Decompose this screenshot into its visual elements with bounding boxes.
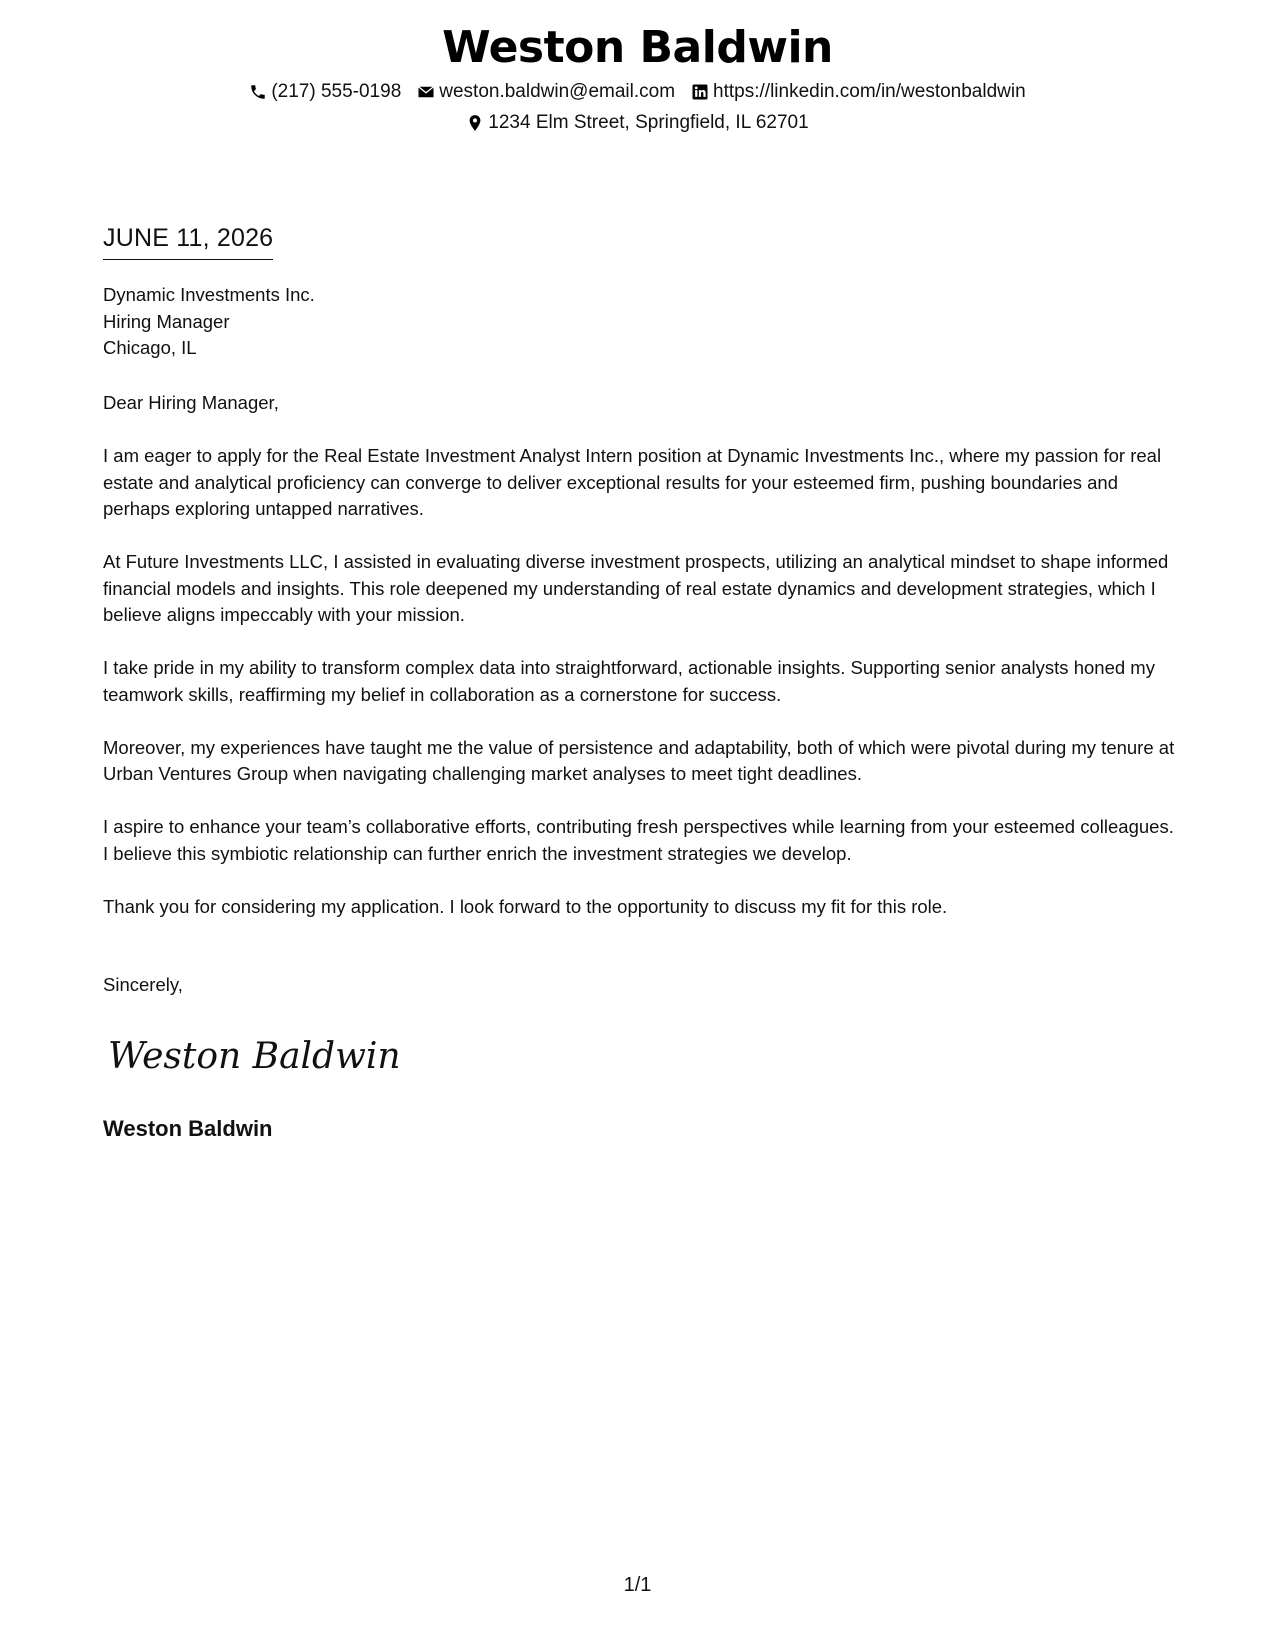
signature-text: Weston Baldwin: [108, 1036, 401, 1077]
recipient-block: [103, 282, 1183, 362]
address-row: [0, 109, 1275, 137]
recipient-location: Chicago, IL: [103, 337, 197, 358]
street-address: 1234 Elm Street, Springfield, IL 62701: [488, 112, 809, 133]
email-contact[interactable]: [417, 78, 675, 106]
signer-name: Weston Baldwin: [103, 1116, 273, 1141]
address-contact: [466, 109, 808, 137]
body-paragraph: Thank you for considering my application. I look forward to the opportunity to discuss my fit for this role.: [103, 895, 948, 917]
phone-icon: [249, 83, 267, 101]
body-paragraph: Moreover, my experiences have taught me the value of persistence and adaptability, both of which were pivotal during my tenure at Urban Ventures Group when navigating challenging market analyses to meet tight deadlines.: [103, 736, 1175, 784]
applicant-name: Weston Baldwin: [442, 22, 833, 73]
closing: Sincerely,: [103, 974, 183, 995]
linkedin-url[interactable]: https://linkedin.com/in/westonbaldwin: [713, 81, 1026, 102]
page-number: 1/1: [623, 1574, 652, 1596]
linkedin-icon: [691, 83, 709, 101]
letter-body: [103, 282, 1183, 1017]
body-paragraph: I aspire to enhance your team’s collaborative efforts, contributing fresh perspectives while learning from your esteemed colleagues. I believe this symbiotic relationship can further enrich the investment strategies we develop.: [103, 816, 1174, 864]
handwritten-signature: [106, 1030, 401, 1080]
phone-contact: [249, 78, 401, 106]
map-pin-icon: [466, 114, 484, 132]
letter-header: [0, 20, 1275, 137]
body-paragraph: I take pride in my ability to transform complex data into straightforward, actionable insights. Supporting senior analysts honed my teamwork skills, reaffirming my belief in collaboration as a cornerstone for success.: [103, 657, 1155, 705]
envelope-icon: [417, 83, 435, 101]
phone-number: (217) 555-0198: [271, 81, 402, 102]
salutation: Dear Hiring Manager,: [103, 391, 279, 413]
recipient-company: Dynamic Investments Inc.: [103, 284, 315, 305]
letter-date: JUNE 11, 2026: [103, 222, 273, 260]
email-address[interactable]: weston.baldwin@email.com: [439, 81, 676, 102]
body-paragraph: I am eager to apply for the Real Estate Investment Analyst Intern position at Dynamic Investments Inc., where my passion for real estate and analytical proficiency can converge to deliver exceptional results for your esteemed firm, pushing boundaries and perhaps exploring untapped narratives.: [103, 445, 1162, 519]
contact-row: [0, 78, 1275, 106]
body-paragraph: At Future Investments LLC, I assisted in evaluating diverse investment prospects, utilizing an analytical mindset to shape informed financial models and insights. This role deepened my understanding of real estate dynamics and development strategies, which I believe aligns impeccably with your mission.: [103, 551, 1169, 625]
linkedin-contact[interactable]: [691, 78, 1026, 106]
recipient-title: Hiring Manager: [103, 310, 230, 332]
